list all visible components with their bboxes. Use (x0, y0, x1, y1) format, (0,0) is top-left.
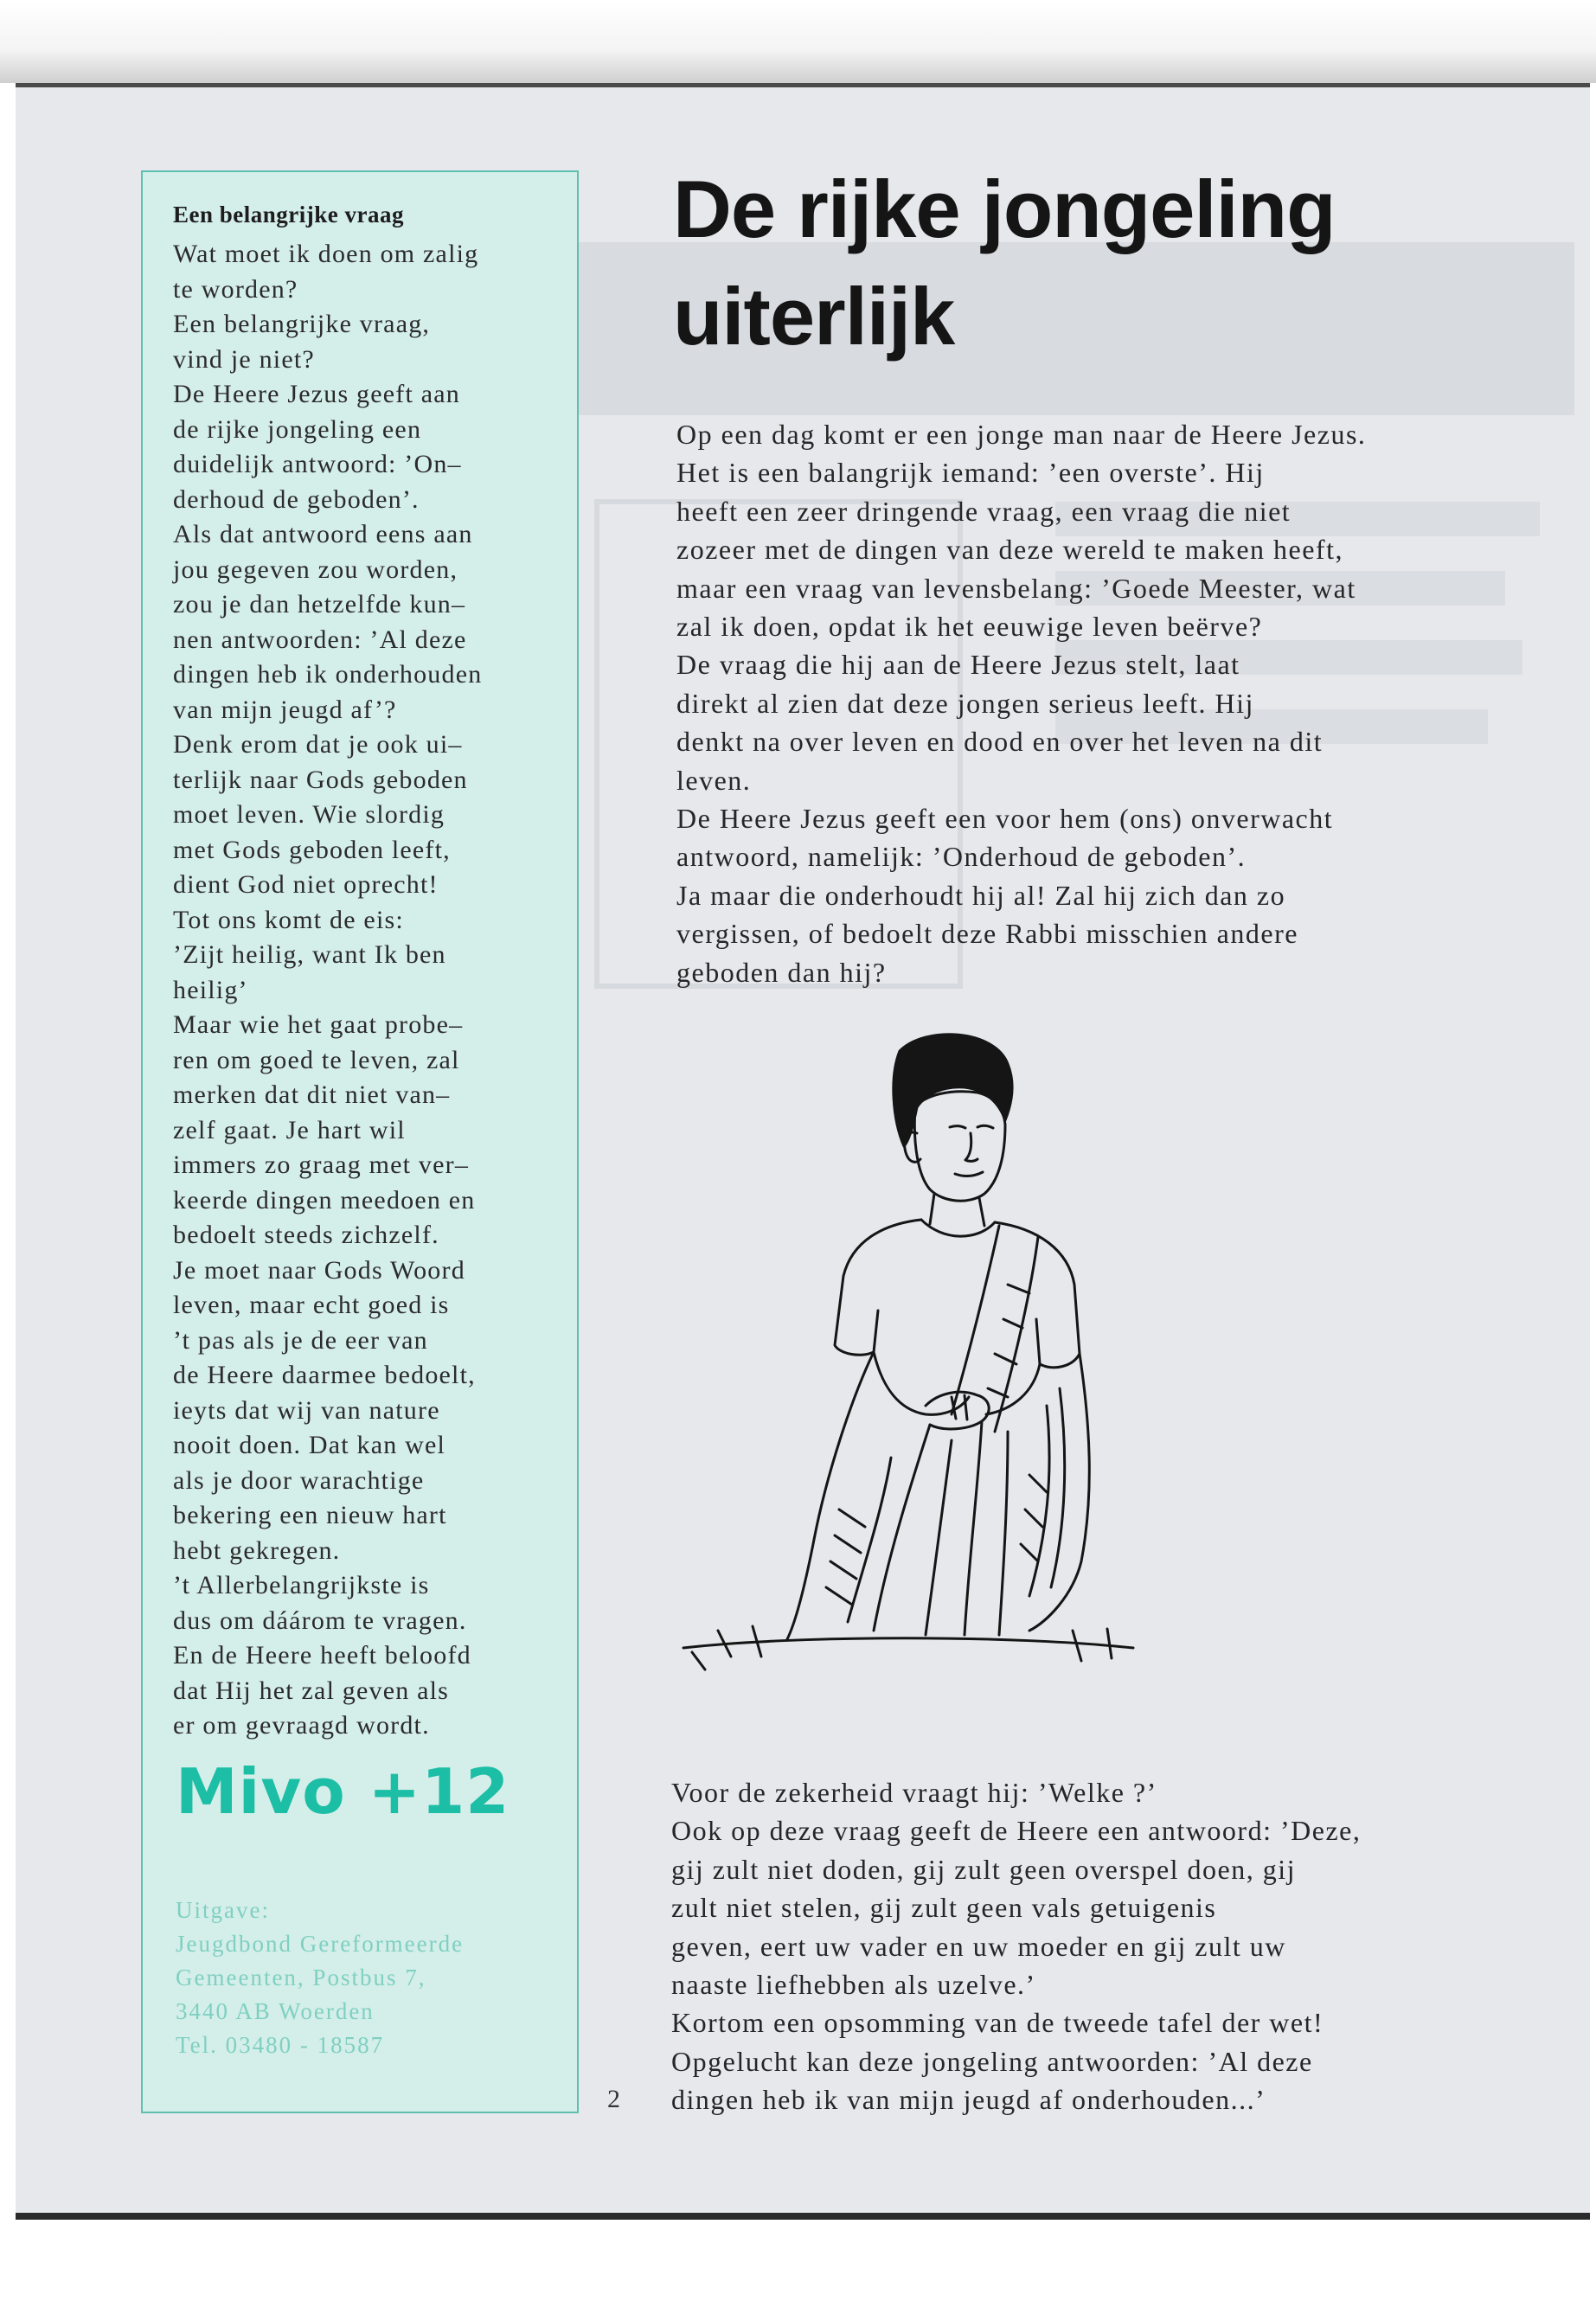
sidebar-line: dingen heb ik onderhouden (173, 660, 483, 689)
publisher-info (176, 1894, 565, 2062)
article-line: Ook op deze vraag geeft de Heere een antwoord: ’Deze, (671, 1815, 1362, 1847)
sidebar-line: Je moet naar Gods Woord (173, 1255, 465, 1285)
sidebar-line: ’t pas als je de eer van (173, 1325, 428, 1355)
publisher-line: Jeugdbond Gereformeerde (176, 1931, 465, 1957)
article-line: maar een vraag van levensbelang: ’Goede Meester, wat (676, 572, 1356, 604)
article-line: Op een dag komt er een jonge man naar de Heere Jezus. (676, 419, 1367, 450)
sidebar-line: ren om goed te leven, zal (173, 1045, 460, 1074)
sidebar-text (173, 237, 567, 1744)
sidebar-line: heilig’ (173, 975, 248, 1004)
article-line: leven. (676, 764, 752, 796)
article-line: vergissen, of bedoelt deze Rabbi misschien andere (676, 918, 1298, 950)
article-line: De Heere Jezus geeft een voor hem (ons) onverwacht (676, 803, 1334, 835)
publisher-line: 3440 AB Woerden (176, 1998, 375, 2024)
article-intro (676, 415, 1559, 991)
sidebar-line: merken dat dit niet van– (173, 1080, 451, 1109)
sidebar-line: De Heere Jezus geeft aan (173, 380, 460, 408)
sidebar-line: Als dat antwoord eens aan (173, 520, 473, 548)
sidebar-box (141, 170, 579, 2113)
article-line: Opgelucht kan deze jongeling antwoorden: ’Al deze (671, 2045, 1313, 2077)
article-line: zozeer met de dingen van deze wereld te maken heeft, (676, 534, 1343, 566)
sidebar-line: nooit doen. Dat kan wel (173, 1431, 446, 1459)
sidebar-heading: Een belangrijke vraag (173, 202, 404, 228)
article-line: Het is een balangrijk iemand: ’een overste’. Hij (676, 457, 1265, 489)
sidebar-line: zou je dan hetzelfde kun– (173, 590, 466, 619)
sidebar-line: moet leven. Wie slordig (173, 800, 445, 829)
sidebar-line: bekering een nieuw hart (173, 1501, 447, 1529)
article-line: Ja maar die onderhoudt hij al! Zal hij zich dan zo (676, 879, 1286, 911)
sidebar-line: duidelijk antwoord: ’On– (173, 450, 462, 478)
sidebar-line: Een belangrijke vraag, (173, 310, 431, 338)
article-line: Voor de zekerheid vraagt hij: ’Welke ?’ (671, 1777, 1157, 1808)
sidebar-line: de rijke jongeling een (173, 414, 422, 444)
publisher-line: Gemeenten, Postbus 7, (176, 1965, 426, 1990)
sidebar-line: immers zo graag met ver– (173, 1150, 470, 1179)
sidebar-line: Maar wie het gaat probe– (173, 1010, 464, 1039)
publisher-line: Tel. 03480 - 18587 (176, 2032, 385, 2058)
sidebar-line: dient God niet oprecht! (173, 870, 439, 899)
kneeling-young-man-drawing (666, 1025, 1151, 1674)
sidebar-line: Wat moet ik doen om zalig (173, 240, 479, 268)
article-line: heeft een zeer dringende vraag, een vraag die niet (676, 495, 1292, 527)
sidebar-line: bedoelt steeds zichzelf. (173, 1221, 439, 1249)
article-line: geboden dan hij? (676, 956, 887, 988)
sidebar-line: dat Hij het zal geven als (173, 1676, 450, 1705)
page-number: 2 (607, 2085, 620, 2113)
article-line: direkt al zien dat deze jongen serieus leeft. Hij (676, 687, 1254, 719)
sidebar-line: de Heere daarmee bedoelt, (173, 1361, 476, 1389)
article-line: De vraag die hij aan de Heere Jezus stelt, laat (676, 649, 1240, 681)
sidebar-line: ’t Allerbelangrijkste is (173, 1571, 430, 1599)
sidebar-line: terlijk naar Gods geboden (173, 765, 468, 794)
sidebar-line: nen antwoorden: ’Al deze (173, 625, 467, 654)
article-line: dingen heb ik van mijn jeugd af onderhouden...’ (671, 2084, 1266, 2116)
article-closing (671, 1773, 1554, 2119)
article-line: gij zult niet doden, gij zult geen overspel doen, gij (671, 1853, 1297, 1885)
article-line: naaste liefhebben als uzelve.’ (671, 1969, 1036, 2001)
sidebar-line: keerde dingen meedoen en (173, 1185, 476, 1215)
article-line: Kortom een opsomming van de tweede tafel der wet! (671, 2007, 1324, 2039)
sidebar-line: derhoud de geboden’. (173, 484, 420, 514)
sidebar-line: als je door warachtige (173, 1465, 425, 1495)
sidebar-line: hebt gekregen. (173, 1535, 341, 1565)
sidebar-line: dus om dáárom te vragen. (173, 1606, 467, 1635)
mivo-logo: Mivo +12 (176, 1755, 510, 1828)
sidebar-line: ieyts dat wij van nature (173, 1395, 440, 1425)
sidebar-line: van mijn jeugd af’? (173, 695, 397, 724)
sidebar-line: ’Zijt heilig, want Ik ben (173, 940, 446, 969)
sidebar-line: zelf gaat. Je hart wil (173, 1115, 406, 1144)
article-line: zal ik doen, opdat ik het eeuwige leven beërve? (676, 611, 1263, 643)
sidebar-line: er om gevraagd wordt. (173, 1711, 430, 1740)
sidebar-line: vind je niet? (173, 344, 315, 374)
article-title-line: uiterlijk (673, 271, 955, 362)
article-title-line: De rijke jongeling (673, 163, 1336, 254)
article-line: geven, eert uw vader en uw moeder en gij zult uw (671, 1930, 1286, 1962)
sidebar-line: En de Heere heeft beloofd (173, 1641, 471, 1670)
article-line: zult niet stelen, gij zult geen vals getuigenis (671, 1892, 1217, 1924)
publisher-line: Uitgave: (176, 1897, 270, 1923)
sidebar-line: leven, maar echt goed is (173, 1291, 450, 1319)
article-line: denkt na over leven en dood en over het leven na dit (676, 726, 1324, 758)
sidebar-line: jou gegeven zou worden, (173, 554, 458, 584)
sidebar-line: te worden? (173, 274, 298, 304)
article-line: antwoord, namelijk: ’Onderhoud de geboden’. (676, 841, 1247, 873)
sidebar-line: met Gods geboden leeft, (173, 835, 451, 864)
article-title (673, 156, 1555, 370)
scan-top-margin (0, 0, 1596, 83)
sidebar-line: Tot ons komt de eis: (173, 905, 404, 934)
sidebar-line: Denk erom dat je ook ui– (173, 730, 463, 759)
